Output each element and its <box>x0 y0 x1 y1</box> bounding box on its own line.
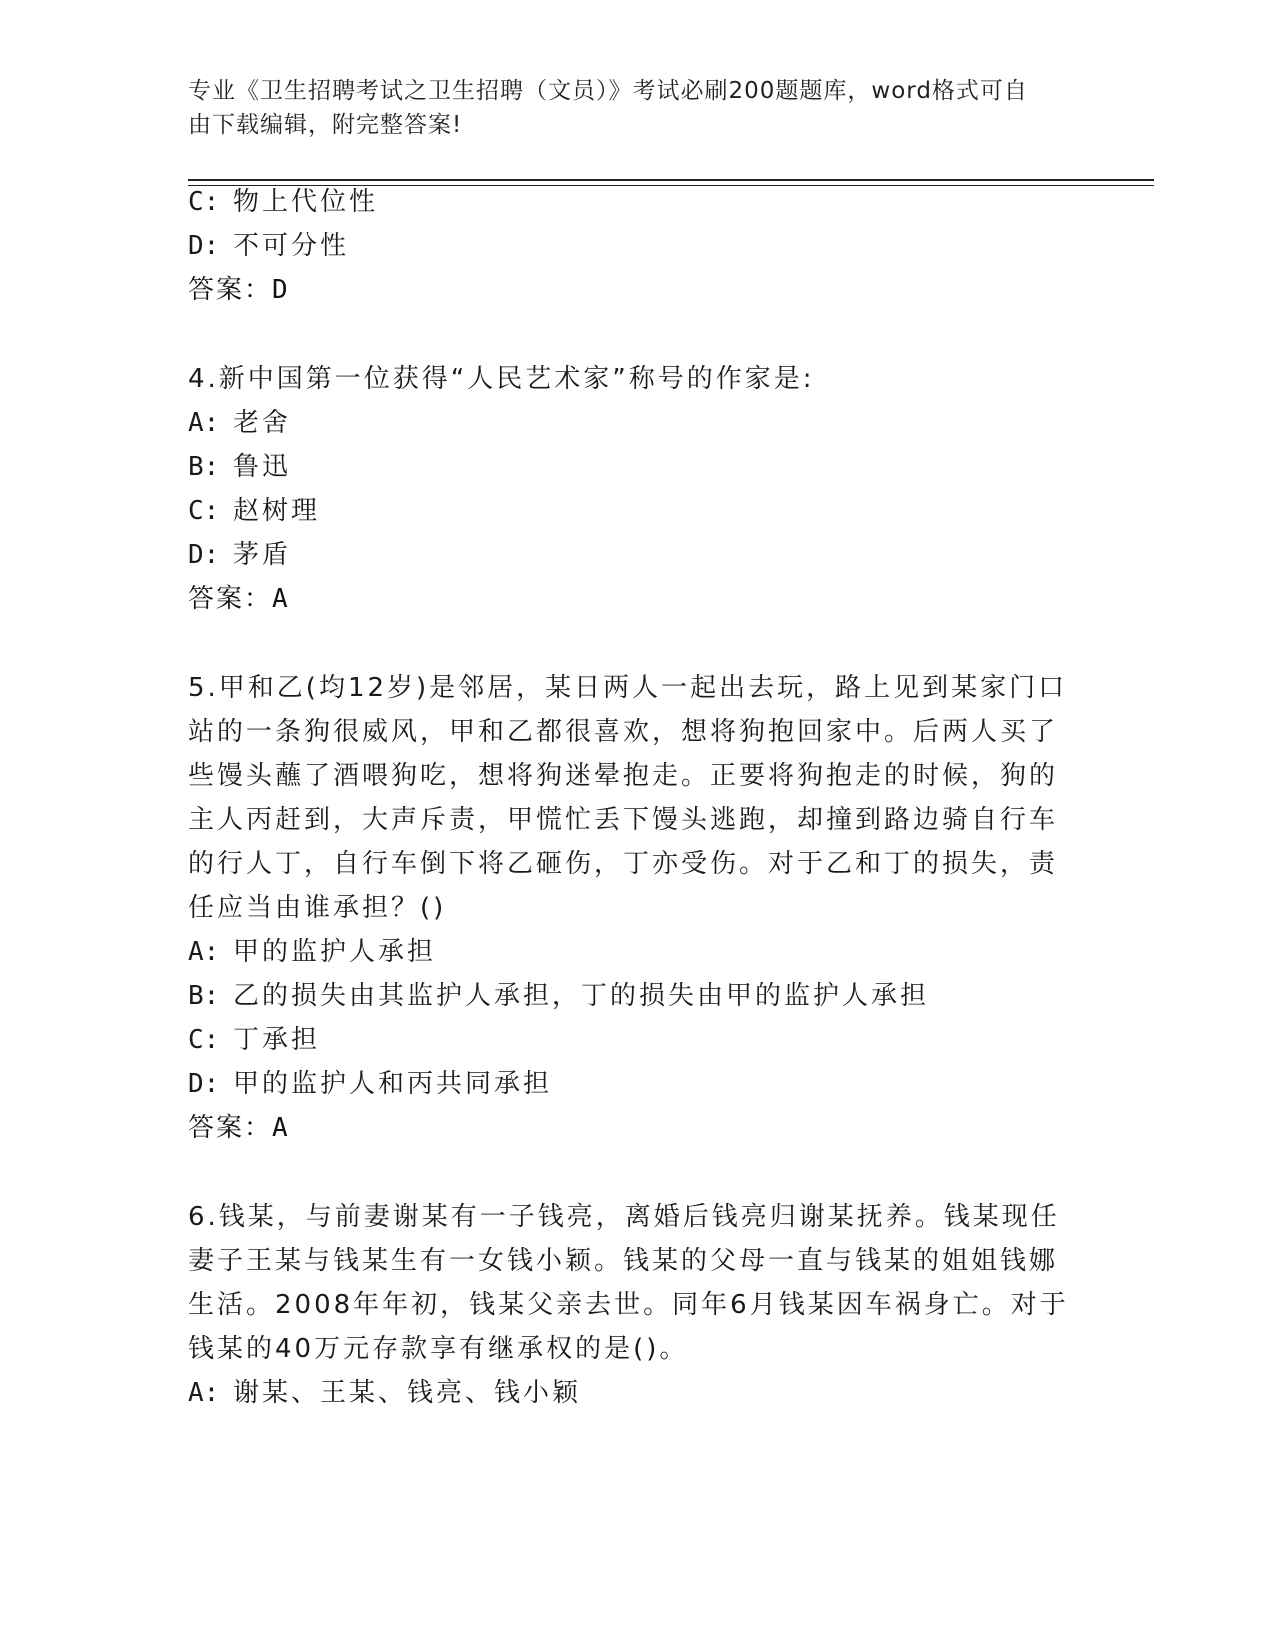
option-text: 赵树理 <box>233 496 321 526</box>
option-text: 老舍 <box>233 408 292 438</box>
option-b <box>188 978 929 1014</box>
option-letter: C: <box>188 187 220 217</box>
question-6-stem-line: 6.钱某，与前妻谢某有一子钱亮，离婚后钱亮归谢某抚养。钱某现任 <box>188 1202 1060 1232</box>
answer-value: A <box>272 584 290 614</box>
option-text: 不可分性 <box>233 231 350 261</box>
option-letter: C: <box>188 496 220 526</box>
question-5-stem-line: 站的一条狗很威风，甲和乙都很喜欢，想将狗抱回家中。后两人买了 <box>188 717 1059 747</box>
question-6-stem-line: 妻子王某与钱某生有一女钱小颖。钱某的父母一直与钱某的姐姐钱娜 <box>188 1246 1059 1276</box>
answer-label: 答案： <box>188 275 273 305</box>
option-letter: D: <box>188 540 220 570</box>
option-text: 鲁迅 <box>233 452 292 482</box>
question-5-stem-line: 主人丙赶到，大声斥责，甲慌忙丢下馒头逃跑，却撞到路边骑自行车 <box>188 805 1059 835</box>
option-text: 甲的监护人承担 <box>233 937 437 967</box>
option-d <box>188 1066 552 1102</box>
option-text: 丁承担 <box>233 1025 321 1055</box>
option-letter: A: <box>188 1378 220 1408</box>
document-header <box>188 74 1068 142</box>
answer-value: D <box>272 275 290 305</box>
question-5-stem-line: 任应当由谁承担？() <box>188 893 447 923</box>
option-d <box>188 228 349 264</box>
option-letter: B: <box>188 981 220 1011</box>
option-text: 甲的监护人和丙共同承担 <box>233 1069 553 1099</box>
header-rule-thick <box>188 179 1154 181</box>
option-letter: D: <box>188 1069 220 1099</box>
option-text: 谢某、王某、钱亮、钱小颖 <box>233 1378 582 1408</box>
option-text: 茅盾 <box>233 540 292 570</box>
option-letter: D: <box>188 231 220 261</box>
question-4-stem: 4.新中国第一位获得“人民艺术家”称号的作家是: <box>188 364 815 394</box>
answer-label: 答案： <box>188 584 273 614</box>
option-a <box>188 405 291 441</box>
header-line-2: 由下载编辑，附完整答案! <box>188 112 463 138</box>
answer-line <box>188 1110 290 1146</box>
header-line-1: 专业《卫生招聘考试之卫生招聘（文员）》考试必刷200题题库，word格式可自 <box>188 78 1028 104</box>
option-c <box>188 1022 320 1058</box>
option-c <box>188 184 378 220</box>
option-a <box>188 934 436 970</box>
option-letter: A: <box>188 408 220 438</box>
option-text: 乙的损失由其监护人承担，丁的损失由甲的监护人承担 <box>233 981 930 1011</box>
answer-line <box>188 581 290 617</box>
answer-label: 答案： <box>188 1113 273 1143</box>
answer-line <box>188 272 290 308</box>
option-c <box>188 493 320 529</box>
option-b <box>188 449 291 485</box>
option-letter: B: <box>188 452 220 482</box>
question-5-stem-line: 些馒头蘸了酒喂狗吃，想将狗迷晕抱走。正要将狗抱走的时候，狗的 <box>188 761 1059 791</box>
question-6-stem-line: 生活。2008年年初，钱某父亲去世。同年6月钱某因车祸身亡。对于 <box>188 1290 1069 1320</box>
answer-value: A <box>272 1113 290 1143</box>
question-6-stem-line: 钱某的40万元存款享有继承权的是()。 <box>188 1334 689 1364</box>
option-a <box>188 1375 581 1411</box>
option-letter: C: <box>188 1025 220 1055</box>
option-d <box>188 537 291 573</box>
question-5-stem-line: 的行人丁，自行车倒下将乙砸伤，丁亦受伤。对于乙和丁的损失，责 <box>188 849 1059 879</box>
option-text: 物上代位性 <box>233 187 379 217</box>
option-letter: A: <box>188 937 220 967</box>
question-5-stem-line: 5.甲和乙(均12岁)是邻居，某日两人一起出去玩，路上见到某家门口 <box>188 673 1068 703</box>
